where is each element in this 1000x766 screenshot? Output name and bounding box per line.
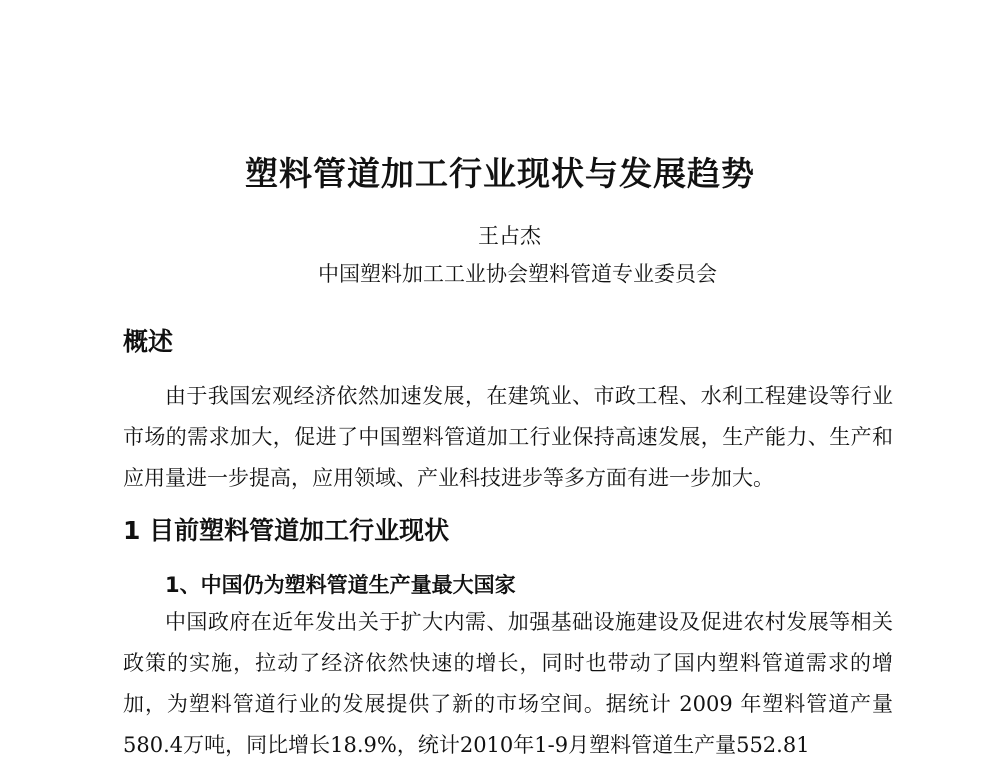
subsection-1-heading: 1、中国仍为塑料管道生产量最大国家 <box>165 573 516 597</box>
author-name: 王占杰 <box>478 224 541 248</box>
subsection-1-paragraph: 中国政府在近年发出关于扩大内需、加强基础设施建设及促进农村发展等相关政策的实施，拉动了经济依然快速的增长，同时也带动了国内塑料管道需求的增加，为塑料管道行业的发展提供了新的市场空间。据统计 2009 年塑料管道产量580.4万吨，同比增长18.9%，统计2010年1-9月塑料管道生产量552.81 <box>123 610 893 757</box>
document-title: 塑料管道加工行业现状与发展趋势 <box>245 154 755 193</box>
overview-heading: 概述 <box>123 327 174 356</box>
section-1-heading: 1 目前塑料管道加工行业现状 <box>123 516 450 545</box>
author-affiliation: 中国塑料加工工业协会塑料管道专业委员会 <box>318 262 717 286</box>
overview-paragraph: 由于我国宏观经济依然加速发展，在建筑业、市政工程、水利工程建设等行业市场的需求加大，促进了中国塑料管道加工行业保持高速发展，生产能力、生产和应用量进一步提高，应用领域、产业科技进步等多方面有进一步加大。 <box>123 384 893 490</box>
